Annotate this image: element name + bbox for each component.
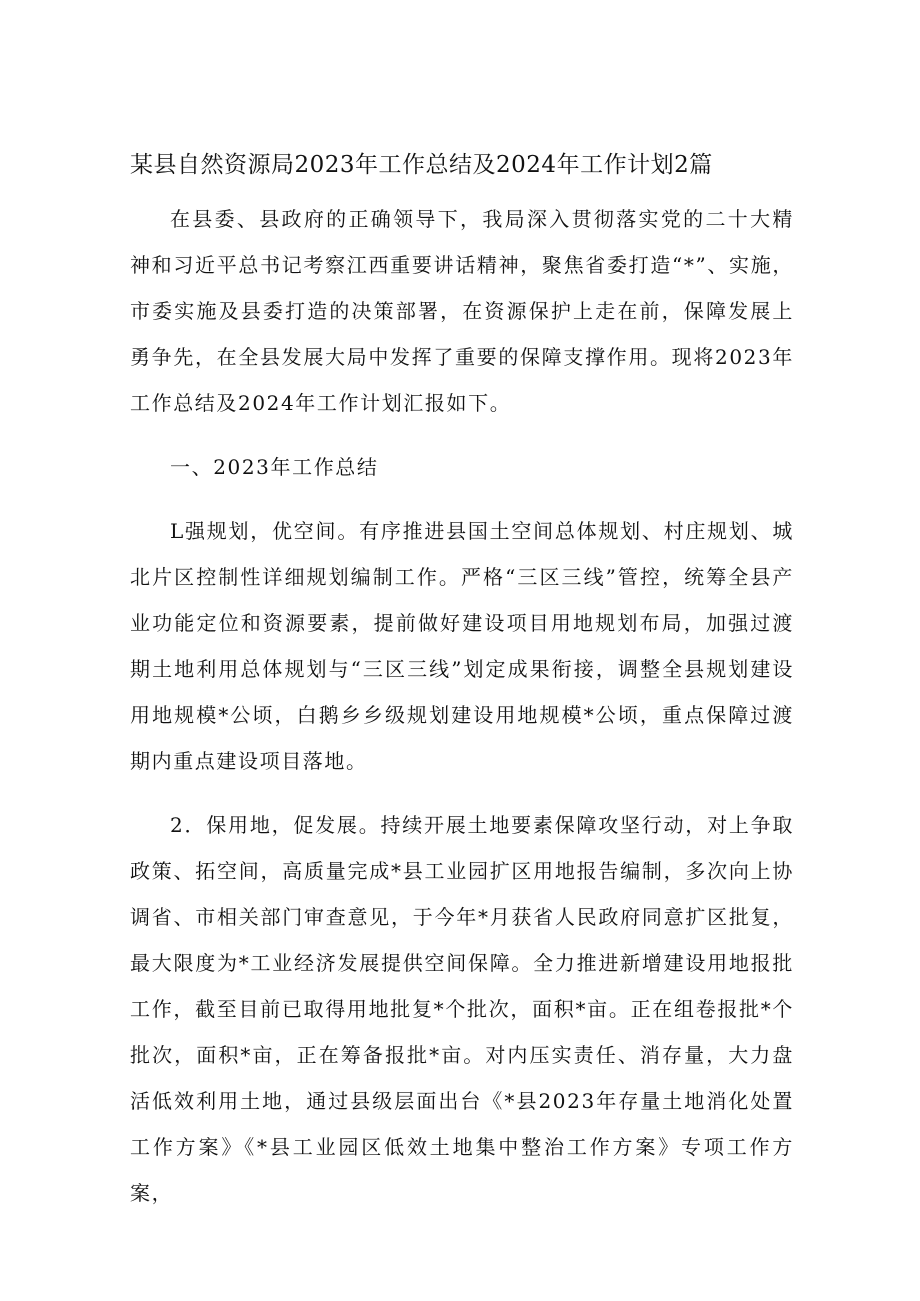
section-heading: 一、2023年工作总结 [170, 455, 379, 479]
document-title: 某县自然资源局2023年工作总结及2024年工作计划2篇 [130, 152, 713, 178]
intro-paragraph: 在县委、县政府的正确领导下，我局深入贯彻落实党的二十大精神和习近平总书记考察江西重要讲话精神，聚焦省委打造“*”、实施，市委实施及县委打造的决策部署，在资源保护上走在前，保障发展上勇争先，在全县发展大局中发挥了重要的保障支撑作用。现将2023年工作总结及2024年工作计划汇报如下。 [130, 207, 794, 415]
document-body [130, 196, 794, 1234]
item-paragraph-1: L强规划，优空间。有序推进县国土空间总体规划、村庄规划、城北片区控制性详细规划编制工作。严格“三区三线”管控，统筹全县产业功能定位和资源要素，提前做好建设项目用地规划布局，加强过渡期土地利用总体规划与“三区三线”划定成果衔接，调整全县规划建设用地规模*公顷，白鹅乡乡级规划建设用地规模*公顷，重点保障过渡期内重点建设项目落地。 [130, 519, 794, 773]
item-paragraph-2: 2．保用地，促发展。持续开展土地要素保障攻坚行动，对上争取政策、拓空间，高质量完成*县工业园扩区用地报告编制，多次向上协调省、市相关部门审查意见，于今年*月获省人民政府同意扩区批复，最大限度为*工业经济发展提供空间保障。全力推进新增建设用地报批工作，截至目前已取得用地批复*个批次，面积*亩。正在组卷报批*个批次，面积*亩，正在筹备报批*亩。对内压实责任、消存量，大力盘活低效利用土地，通过县级层面出台《*县2023年存量土地消化处置工作方案》《*县工业园区低效土地集中整治工作方案》专项工作方案， [130, 813, 794, 1205]
